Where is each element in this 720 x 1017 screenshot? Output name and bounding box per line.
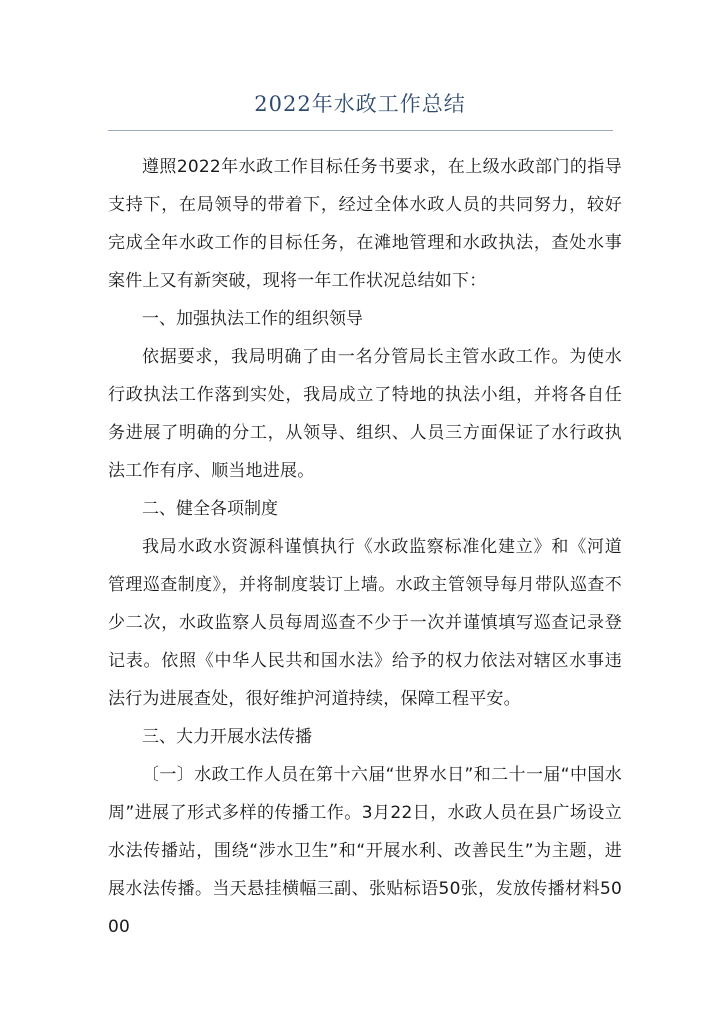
paragraph-section-1: 依据要求，我局明确了由一名分管局长主管水政工作。为使水行政执法工作落到实处，我局成立了特地的执法小组，并将各自任务进展了明确的分工，从领导、组织、人员三方面保证了水行政执法工作有序、顺当地进展。 (108, 347, 622, 481)
paragraph-section-3-item-1: 〔一〕水政工作人员在第十六届“世界水日”和二十一届“中国水周”进展了形式多样的传播工作。3月22日，水政人员在县广场设立水法传播站，围绕“涉水卫生”和“开展水利、改善民生”为主题，进展水法传播。当天悬挂横幅三副、张贴标语50张，发放传播材料5000 (108, 765, 622, 937)
document-title: 2022年水政工作总结 (254, 92, 466, 116)
section-heading-1: 一、加强执法工作的组织领导 (142, 309, 363, 329)
document-body (108, 148, 622, 946)
paragraph-section-2: 我局水政水资源科谨慎执行《水政监察标准化建立》和《河道管理巡查制度》，并将制度装订上墙。水政主管领导每月带队巡查不少二次，水政监察人员每周巡查不少于一次并谨慎填写巡查记录登记表。依照《中华人民共和国水法》给予的权力依法对辖区水事违法行为进展查处，很好维护河道持续，保障工程平安。 (108, 537, 622, 709)
section-heading-3: 三、大力开展水法传播 (142, 727, 312, 747)
paragraph-intro: 遵照2022年水政工作目标任务书要求，在上级水政部门的指导支持下，在局领导的带着下，经过全体水政人员的共同努力，较好完成全年水政工作的目标任务，在滩地管理和水政执法，查处水事案件上又有新突破，现将一年工作状况总结如下： (108, 157, 622, 291)
section-heading-2: 二、健全各项制度 (142, 499, 278, 519)
title-divider (108, 130, 613, 131)
